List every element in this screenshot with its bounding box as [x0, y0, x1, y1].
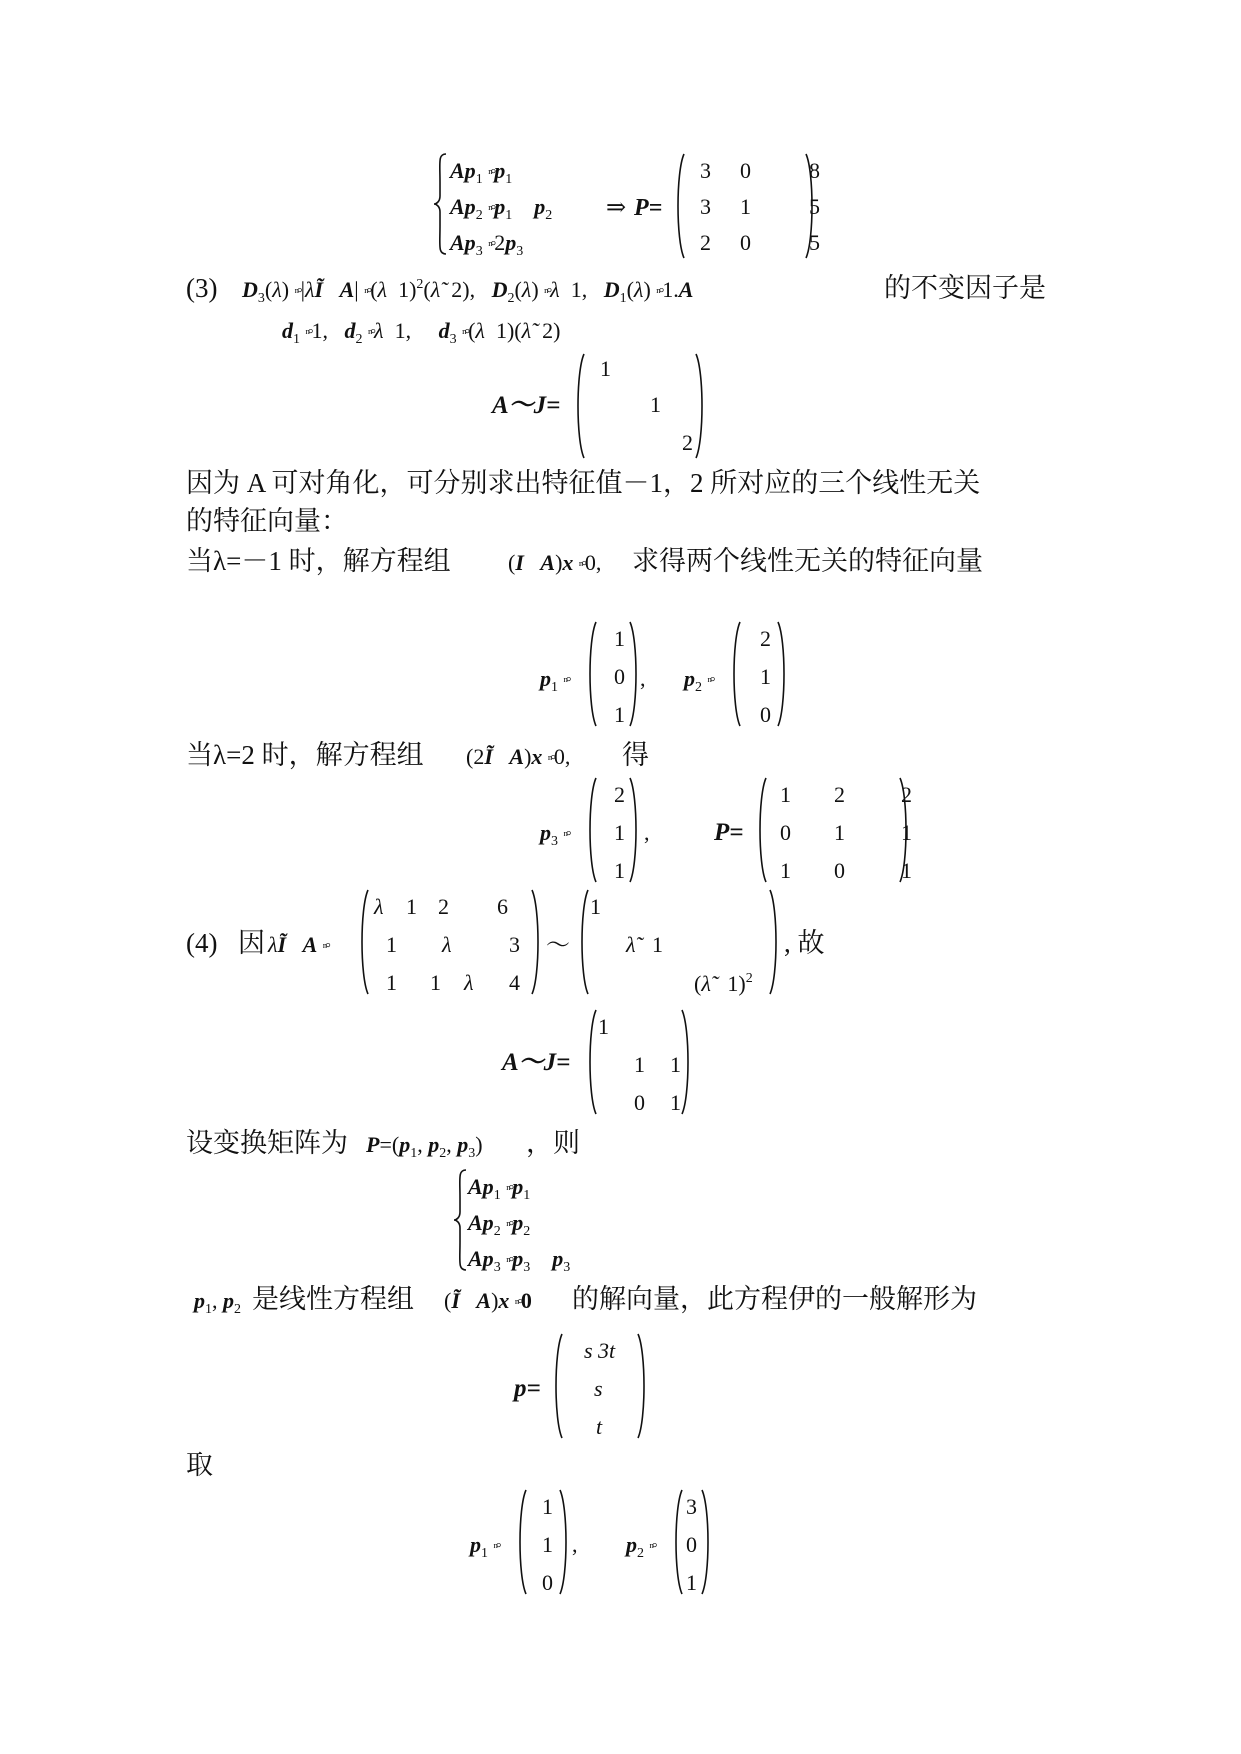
general-p-e2: s — [594, 1376, 603, 1401]
transform-text: 设变换矩阵为 — [186, 1128, 348, 1158]
final-p1-label: $p_1$ ⁿ° — [470, 1532, 500, 1561]
transform-p-def: $P=(p_1$, $p_2$, $p_3$) — [366, 1132, 483, 1161]
invariant-factors-line: $D_3(\lambda)$ ⁿ°|λĨ A| ⁿ°(λ 1)$^2$(λ̃ 2), $D_2(\lambda)$ ⁿ°λ 1, $D_1(\lambda)$ ⁿ°1.A — [242, 277, 694, 306]
jordan2-paren-left — [586, 1008, 598, 1116]
matrix-paren-left — [674, 152, 686, 260]
jordan1-d1: 1 — [600, 356, 611, 381]
part4-gu: , 故 — [784, 928, 825, 958]
vec-p1-paren-right — [628, 620, 640, 728]
matrix-p-paren-left — [756, 776, 768, 884]
diag-text-line2: 的特征向量： — [186, 506, 348, 536]
jordan1-d3: 2 — [682, 430, 693, 455]
vec-p3-e2: 1 — [614, 820, 625, 845]
eq2-row-2: $Ap_2$ $^n^\circ p_2$ — [468, 1210, 531, 1239]
vec-p3-e1: 2 — [614, 782, 625, 807]
jordan-label-1: A～J= — [492, 392, 561, 419]
final-p1-e2: 1 — [542, 1532, 553, 1557]
comma-3: , — [572, 1532, 578, 1557]
diag-text-line1: 因为 A 可对角化，可分别求出特征值－1，2 所对应的三个线性无关 — [186, 468, 981, 498]
final-p2-label: $p_2$ ⁿ° — [626, 1532, 656, 1561]
rhs-d3: (λ̃ 1)$^2$ — [694, 971, 753, 996]
final-p1-paren-left — [516, 1488, 528, 1596]
general-p-paren-left — [552, 1332, 564, 1440]
final-p2-e2: 0 — [686, 1532, 697, 1557]
lambda-neg1-text: 当λ=－1 时，解方程组 — [186, 546, 451, 576]
general-p-e1: s 3t — [584, 1338, 616, 1363]
lhs-paren-right — [530, 888, 542, 996]
vec-p1-label: $p_1$ ⁿ° — [540, 666, 570, 695]
jordan-label-2: A～J= — [502, 1049, 571, 1076]
final-p1-e3: 0 — [542, 1570, 553, 1595]
final-p2-paren-left — [672, 1488, 684, 1596]
vec-p1-e3: 1 — [614, 702, 625, 727]
part3-label: (3) — [186, 273, 218, 303]
equivalence-sign: ～ — [546, 933, 570, 959]
vec-p2-paren-left — [730, 620, 742, 728]
matrix-p-label: P= — [714, 819, 744, 846]
lhs-paren-left — [358, 888, 370, 996]
mxp-r2: 0 1 1 — [780, 820, 912, 845]
rhs-d2: λ̃ 1 — [626, 932, 664, 957]
mx1-r3: 2 0 5 — [700, 230, 820, 255]
vec-p3-paren-right — [628, 776, 640, 884]
matrix-p-paren-right — [898, 776, 910, 884]
rhs-paren-left — [578, 888, 590, 996]
part4-yin: 因 — [238, 928, 265, 958]
mxp-r1: 1 2 2 — [780, 782, 912, 807]
lambda-2-de: 得 — [622, 740, 649, 770]
rhs-paren-right — [768, 888, 780, 996]
final-p2-paren-right — [700, 1488, 712, 1596]
final-p1-e1: 1 — [542, 1494, 553, 1519]
jordan1-d2: 1 — [650, 392, 661, 417]
d-factors-line: $d_1$ ⁿ°1, $d_2$ ⁿ°λ 1, $d_3$ ⁿ°(λ 1)(λ̃ 2) — [282, 318, 561, 347]
vec-p3-e3: 1 — [614, 858, 625, 883]
final-p1-paren-right — [558, 1488, 570, 1596]
lambda-i-minus-a: λĨ A ⁿ° — [268, 932, 329, 957]
eq2-row-3: $Ap_3$ $^n^\circ p_3$ $p_3$ — [468, 1246, 571, 1275]
jordan2-r2: 1 1 — [634, 1052, 681, 1077]
eq-system-1: (I A)x ⁿ°0, — [508, 550, 602, 575]
lhs-r1: λ 1 2 6 — [374, 894, 508, 919]
vec-p2-e2: 1 — [760, 664, 771, 689]
qu-text: 取 — [186, 1450, 213, 1480]
mxp-r3: 1 0 1 — [780, 858, 912, 883]
jordan2-paren-right — [680, 1008, 692, 1116]
vec-p2-label: $p_2$ ⁿ° — [684, 666, 714, 695]
general-p-e3: t — [596, 1414, 603, 1439]
lhs-r3: 1 1 λ 4 — [386, 970, 520, 995]
solve-text: 是线性方程组 — [252, 1284, 414, 1314]
vec-p1-e1: 1 — [614, 626, 625, 651]
general-p-label: p= — [514, 1375, 541, 1402]
lambda-2-text: 当λ=2 时，解方程组 — [186, 740, 424, 770]
vec-p1-e2: 0 — [614, 664, 625, 689]
eq-row-2: $Ap_2$ $^n^\circ p_1$ $p_2$ — [450, 194, 553, 223]
jordan2-r1: 1 — [598, 1014, 609, 1039]
vec-p3-label: $p_3$ ⁿ° — [540, 820, 570, 849]
jordan2-r3: 0 1 — [634, 1090, 681, 1115]
jordan1-paren-right — [694, 352, 706, 460]
vec-p1-paren-left — [586, 620, 598, 728]
eq-system-2: (2Ĩ A)x ⁿ°0, — [466, 744, 571, 769]
implies-arrow: ⇒ — [606, 195, 627, 221]
lambda-neg1-result: 求得两个线性无关的特征向量 — [632, 546, 983, 576]
eq-system-3: (Ĩ A)x ⁿ°0 — [444, 1288, 532, 1313]
vec-p3-paren-left — [586, 776, 598, 884]
left-brace — [434, 152, 448, 256]
invariant-factor-text: 的不变因子是 — [884, 273, 1046, 303]
comma-2: , — [644, 820, 650, 845]
lhs-r2: 1 λ 3 — [386, 932, 520, 957]
eq-row-1: $Ap_1$ $^n^\circ p_1$ — [450, 158, 513, 187]
final-p2-e3: 1 — [686, 1570, 697, 1595]
matrix-paren-right — [804, 152, 816, 260]
general-p-paren-right — [636, 1332, 648, 1440]
left-brace-2 — [454, 1168, 468, 1272]
vec-p2-e3: 0 — [760, 702, 771, 727]
eq-row-3: $Ap_3$ $^n^\circ 2p_3$ — [450, 230, 524, 259]
mx1-r1: 3 0 8 — [700, 158, 820, 183]
transform-ze: ，则 — [526, 1128, 580, 1158]
comma-1: , — [640, 666, 646, 691]
p1p2-label: $p_1$, $p_2$ — [194, 1288, 241, 1317]
p-label: P= — [634, 195, 663, 221]
final-p2-e1: 3 — [686, 1494, 697, 1519]
vec-p2-e1: 2 — [760, 626, 771, 651]
mx1-r2: 3 1 5 — [700, 194, 820, 219]
solve-tail: 的解向量，此方程伊的一般解形为 — [572, 1284, 977, 1314]
rhs-d1: 1 — [590, 894, 601, 919]
part4-label: (4) — [186, 928, 218, 958]
eq2-row-1: $Ap_1$ $^n^\circ p_1$ — [468, 1174, 531, 1203]
vec-p2-paren-right — [776, 620, 788, 728]
jordan1-paren-left — [574, 352, 586, 460]
